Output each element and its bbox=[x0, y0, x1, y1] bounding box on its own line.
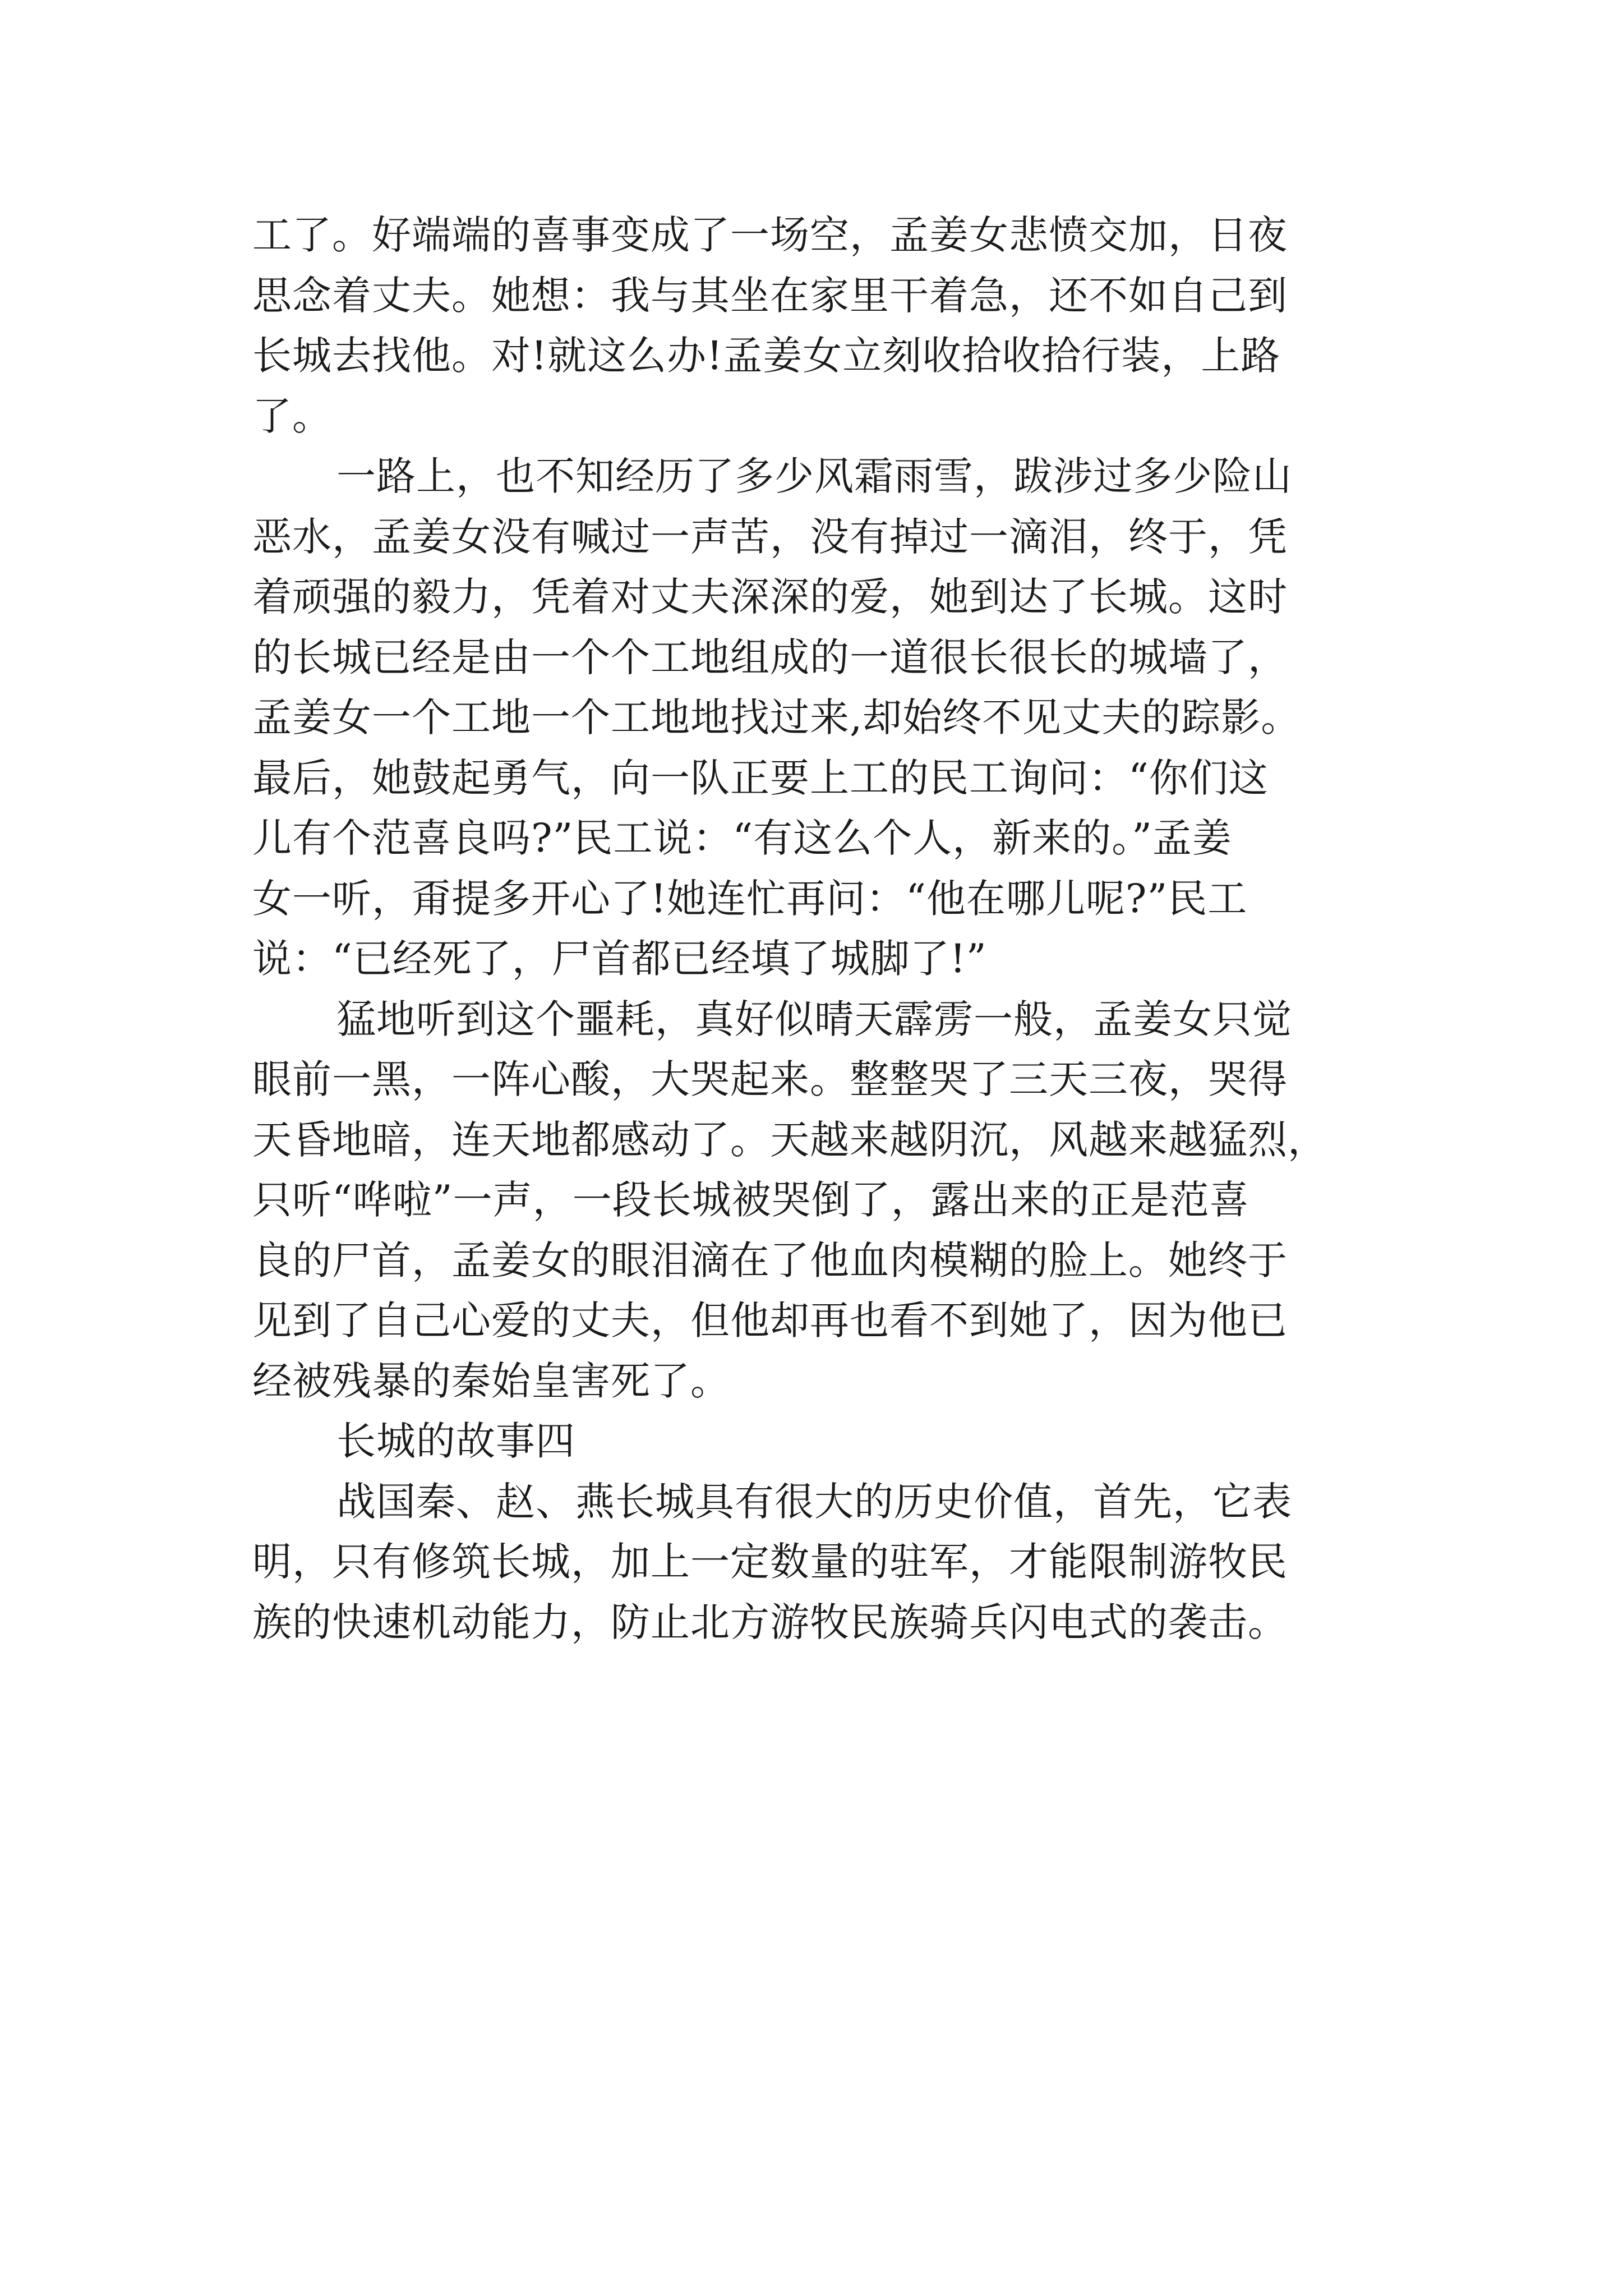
text-line: 着顽强的毅力，凭着对丈夫深深的爱，她到达了长城。这时 bbox=[252, 574, 1288, 620]
text-line: 天昏地暗，连天地都感动了。天越来越阴沉，风越来越猛烈， bbox=[252, 1116, 1327, 1163]
text-line: 说：“已经死了，尸首都已经填了城脚了!” bbox=[252, 936, 987, 982]
text-line: 经被残暴的秦始皇害死了。 bbox=[252, 1358, 730, 1404]
text-line: 族的快速机动能力，防止北方游牧民族骑兵闪电式的袭击。 bbox=[252, 1599, 1288, 1645]
text-line: 见到了自己心爱的丈夫，但他却再也看不到她了，因为他已 bbox=[252, 1297, 1288, 1343]
text-line: 最后，她鼓起勇气，向一队正要上工的民工询问：“你们这 bbox=[252, 754, 1269, 801]
text-line: 思念着丈夫。她想：我与其坐在家里干着急，还不如自己到 bbox=[252, 272, 1288, 319]
text-line: 孟姜女一个工地一个工地地找过来,却始终不见丈夫的踪影。 bbox=[252, 694, 1301, 740]
text-line: 的长城已经是由一个个工地组成的一道很长很长的城墙了， bbox=[252, 634, 1288, 680]
text-line: 良的尸首，孟姜女的眼泪滴在了他血肉模糊的脸上。她终于 bbox=[252, 1237, 1288, 1283]
text-line: 眼前一黑，一阵心酸，大哭起来。整整哭了三天三夜，哭得 bbox=[252, 1056, 1288, 1102]
text-line: 女一听，甭提多开心了!她连忙再问：“他在哪儿呢?”民工 bbox=[252, 875, 1248, 922]
text-line: 儿有个范喜良吗?”民工说：“有这么个人，新来的。”孟姜 bbox=[252, 815, 1232, 861]
paragraph-first-line: 猛地听到这个噩耗，真好似晴天霹雳一般，孟姜女只觉 bbox=[336, 996, 1292, 1042]
paragraph-first-line: 长城的故事四 bbox=[336, 1418, 575, 1464]
text-line: 恶水，孟姜女没有喊过一声苦，没有掉过一滴泪，终于，凭 bbox=[252, 513, 1288, 560]
paragraph-first-line: 战国秦、赵、燕长城具有很大的历史价值，首先，它表 bbox=[336, 1478, 1292, 1525]
text-line: 长城去找他。对!就这么办!孟姜女立刻收拾收拾行装，上路 bbox=[252, 333, 1281, 379]
text-line: 只听“哗啦”一声，一段长城被哭倒了，露出来的正是范喜 bbox=[252, 1177, 1249, 1223]
body-text bbox=[252, 205, 1380, 1653]
text-line: 了。 bbox=[252, 393, 332, 439]
paragraph-first-line: 一路上，也不知经历了多少风霜雨雪，跋涉过多少险山 bbox=[336, 453, 1292, 499]
text-line: 工了。好端端的喜事变成了一场空，孟姜女悲愤交加，日夜 bbox=[252, 212, 1288, 258]
text-line: 明，只有修筑长城，加上一定数量的驻军，才能限制游牧民 bbox=[252, 1539, 1288, 1585]
